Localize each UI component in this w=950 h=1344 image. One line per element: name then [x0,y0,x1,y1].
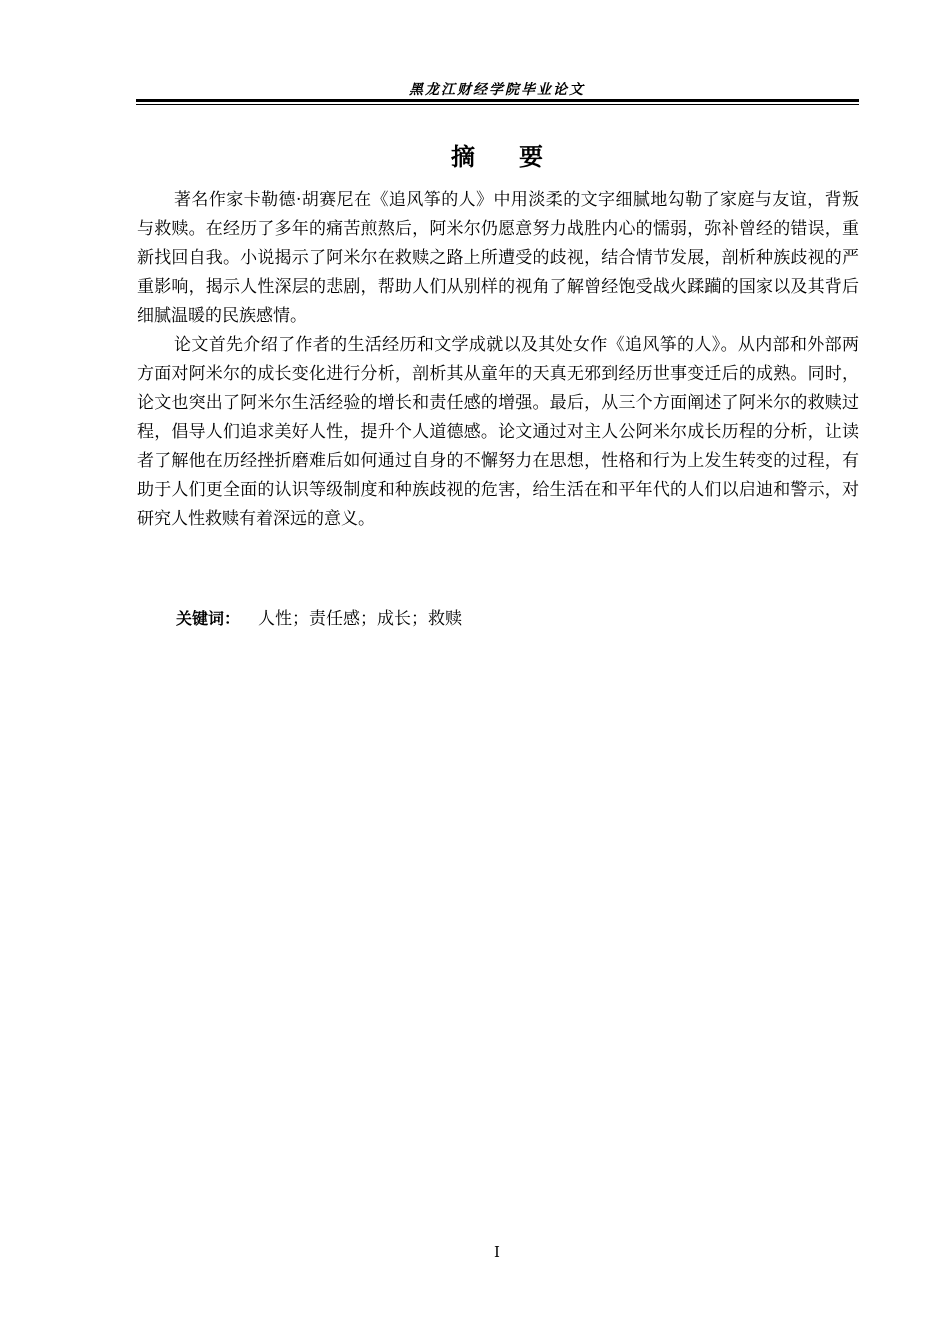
header-rule-thin [136,104,859,105]
keywords-line [176,604,462,634]
page-number: I [494,1243,500,1261]
abstract-paragraph-2: 论文首先介绍了作者的生活经历和文学成就以及其处女作《追风筝的人》。从内部和外部两方面对阿米尔的成长变化进行分析，剖析其从童年的天真无邪到经历世事变迁后的成熟。同时，论文也突出了阿米尔生活经验的增长和责任感的增强。最后，从三个方面阐述了阿米尔的救赎过程，倡导人们追求美好人性，提升个人道德感。论文通过对主人公阿米尔成长历程的分析，让读者了解他在历经挫折磨难后如何通过自身的不懈努力在思想，性格和行为上发生转变的过程，有助于人们更全面的认识等级制度和种族歧视的危害，给生活在和平年代的人们以启迪和警示，对研究人性救赎有着深远的意义。 [137,335,859,529]
keywords-value: 人性；责任感；成长；救赎 [258,609,463,629]
header-rule-thick [136,99,859,102]
abstract-paragraph-1: 著名作家卡勒德·胡赛尼在《追风筝的人》中用淡柔的文字细腻地勾勒了家庭与友谊，背叛与救赎。在经历了多年的痛苦煎熬后，阿米尔仍愿意努力战胜内心的懦弱，弥补曾经的错误，重新找回自我。小说揭示了阿米尔在救赎之路上所遭受的歧视，结合情节发展，剖析种族歧视的严重影响，揭示人性深层的悲剧，帮助人们从别样的视角了解曾经饱受战火蹂躏的国家以及其背后细腻温暖的民族感情。 [137,190,859,326]
running-header: 黑龙江财经学院毕业论文 [409,82,585,98]
keywords-label: 关键词： [176,609,241,628]
abstract-body [137,186,859,534]
abstract-title: 摘要 [451,142,587,171]
